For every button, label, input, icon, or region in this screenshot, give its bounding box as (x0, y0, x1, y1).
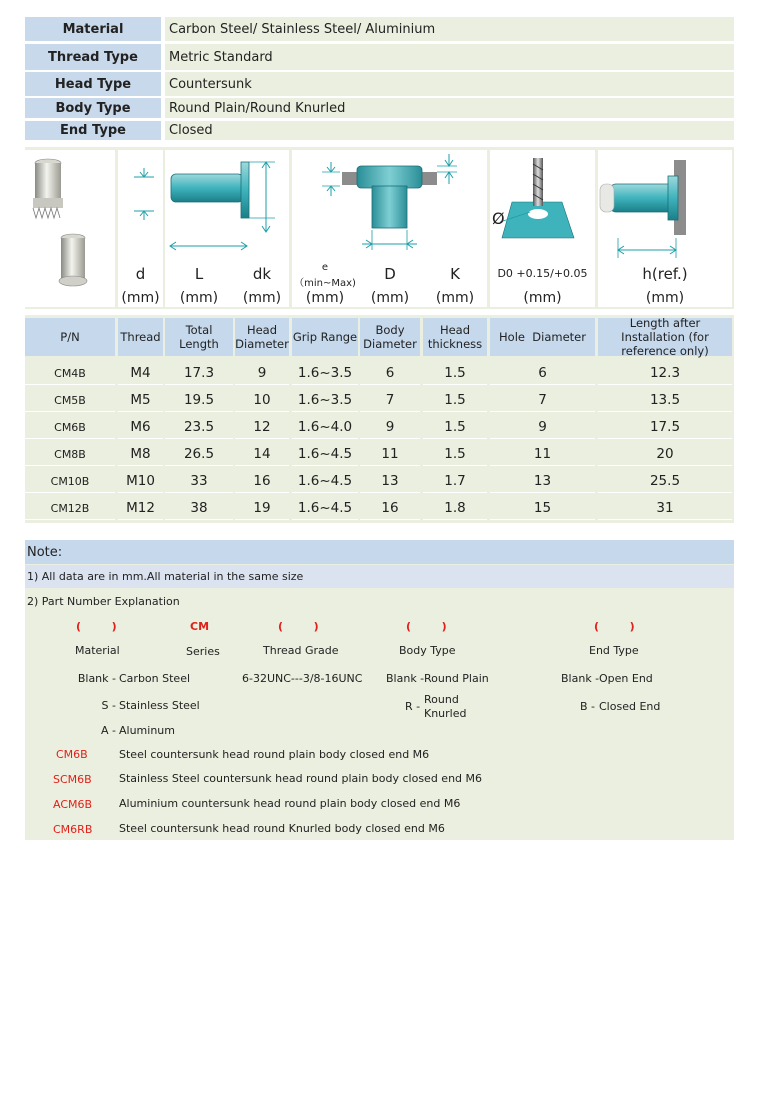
cell-body-diameter: 11 (360, 443, 420, 466)
spec-value: Metric Standard (165, 44, 734, 70)
material-text: Stainless Steel (119, 699, 200, 712)
cell-head-thickness: 1.5 (423, 416, 487, 439)
heading-material: Material (75, 644, 120, 657)
cell-head-diameter: 10 (235, 389, 289, 412)
cell-thread: M6 (118, 416, 163, 439)
spec-value: Round Plain/Round Knurled (165, 98, 734, 118)
spec-value: Closed (165, 121, 734, 140)
cell-body-diameter: 13 (360, 470, 420, 493)
note-line-1: 1) All data are in mm.All material in the same size (25, 565, 734, 588)
cell-head-thickness: 1.5 (423, 362, 487, 385)
unit-K: (mm) (435, 290, 475, 306)
cell-hole-diameter: 13 (490, 470, 595, 493)
cell-hole-diameter: 15 (490, 497, 595, 520)
cell-total-length: 17.3 (165, 362, 233, 385)
diagram-height-ref (598, 150, 732, 307)
header-total-length: Total Length (165, 318, 233, 356)
spec-label: End Type (25, 121, 161, 140)
symbol-K: K (450, 265, 460, 283)
spec-label: Material (25, 17, 161, 41)
cell-pn: CM10B (25, 470, 115, 493)
cell-length-after-installation: 12.3 (598, 362, 732, 385)
cell-head-thickness: 1.5 (423, 389, 487, 412)
body-text-line1: Round (424, 693, 459, 706)
material-code: Blank - (77, 672, 116, 685)
symbol-d: d (135, 265, 146, 283)
body-text-line2: Knurled (424, 707, 467, 720)
example-pn: CM6RB (53, 823, 93, 836)
cell-pn: CM5B (25, 389, 115, 412)
cell-grip-range: 1.6~3.5 (292, 389, 358, 412)
cell-head-thickness: 1.7 (423, 470, 487, 493)
cell-grip-range: 1.6~3.5 (292, 362, 358, 385)
unit-h: (mm) (645, 290, 685, 306)
spec-row-end-type (25, 121, 734, 140)
code-material-slot: ( ) (76, 620, 117, 633)
cell-body-diameter: 9 (360, 416, 420, 439)
diagram-d (118, 150, 163, 307)
example-pn: SCM6B (53, 773, 92, 786)
cell-total-length: 26.5 (165, 443, 233, 466)
material-text: Carbon Steel (119, 672, 191, 685)
symbol-L: L (194, 265, 204, 283)
code-series: CM (190, 620, 210, 633)
cell-thread: M8 (118, 443, 163, 466)
unit-d: (mm) (121, 290, 160, 306)
code-end-slot: ( ) (594, 620, 635, 633)
body-code: Blank - (386, 672, 425, 685)
end-code: Blank - (561, 672, 600, 685)
product-photo (25, 150, 115, 307)
cell-head-diameter: 16 (235, 470, 289, 493)
cell-thread: M10 (118, 470, 163, 493)
cell-body-diameter: 16 (360, 497, 420, 520)
cell-length-after-installation: 20 (598, 443, 732, 466)
diagram-length-side-view (165, 150, 289, 307)
code-thread-slot: ( ) (278, 620, 319, 633)
cell-length-after-installation: 25.5 (598, 470, 732, 493)
cell-pn: CM12B (25, 497, 115, 520)
spec-label: Head Type (25, 72, 161, 96)
body-text: Round Plain (424, 672, 489, 685)
material-code: S - (101, 699, 116, 712)
unit-e: (mm) (305, 290, 345, 306)
header-head-thickness: Head thickness (423, 318, 487, 356)
cell-thread: M5 (118, 389, 163, 412)
heading-end-type: End Type (589, 644, 639, 657)
cell-pn: CM4B (25, 362, 115, 385)
note-title: Note: (25, 540, 734, 564)
header-body-diameter: Body Diameter (360, 318, 420, 356)
body-code: R - (405, 700, 421, 713)
cell-body-diameter: 6 (360, 362, 420, 385)
cell-head-diameter: 12 (235, 416, 289, 439)
cell-total-length: 23.5 (165, 416, 233, 439)
header-hole-diameter: Hole Diameter (490, 318, 595, 356)
header-thread: Thread (118, 318, 163, 356)
symbol-e: e (321, 262, 329, 273)
cell-hole-diameter: 6 (490, 362, 595, 385)
thread-range: 6-32UNC---3/8-16UNC (242, 672, 363, 685)
end-text: Open End (599, 672, 653, 685)
material-code: A - (101, 724, 116, 737)
spec-value: Carbon Steel/ Stainless Steel/ Aluminium (165, 17, 734, 41)
note-line-2: 2) Part Number Explanation (27, 595, 180, 608)
spec-value: Countersunk (165, 72, 734, 96)
heading-body-type: Body Type (399, 644, 456, 657)
cell-grip-range: 1.6~4.5 (292, 443, 358, 466)
end-code: B - (580, 700, 596, 713)
unit-D0: (mm) (523, 290, 562, 306)
symbol-D: D (384, 265, 396, 283)
header-length-after-installation: Length after Installation (for reference only) (598, 318, 732, 356)
cell-length-after-installation: 31 (598, 497, 732, 520)
example-desc: Stainless Steel countersunk head round plain body closed end M6 (119, 772, 483, 785)
cell-grip-range: 1.6~4.5 (292, 470, 358, 493)
symbol-h: h(ref.) (642, 265, 688, 283)
cell-thread: M12 (118, 497, 163, 520)
cell-length-after-installation: 13.5 (598, 389, 732, 412)
spec-row-head-type (25, 72, 734, 96)
heading-series: Series (186, 645, 220, 658)
cell-pn: CM8B (25, 443, 115, 466)
cell-total-length: 19.5 (165, 389, 233, 412)
cell-body-diameter: 7 (360, 389, 420, 412)
material-text: Aluminum (119, 724, 175, 737)
cell-head-diameter: 19 (235, 497, 289, 520)
unit-D: (mm) (370, 290, 410, 306)
spec-row-thread-type (25, 44, 734, 70)
end-text: Closed End (599, 700, 661, 713)
example-desc: Steel countersunk head round Knurled body closed end M6 (119, 822, 445, 835)
cell-total-length: 33 (165, 470, 233, 493)
header-pn: P/N (25, 318, 115, 356)
cell-hole-diameter: 7 (490, 389, 595, 412)
example-desc: Aluminium countersunk head round plain body closed end M6 (119, 797, 461, 810)
cell-grip-range: 1.6~4.5 (292, 497, 358, 520)
spec-row-body-type (25, 98, 734, 118)
cell-head-diameter: 9 (235, 362, 289, 385)
symbol-dk: dk (252, 265, 272, 283)
header-grip-range: Grip Range (292, 318, 358, 356)
unit-L: (mm) (179, 290, 219, 306)
spec-label: Thread Type (25, 44, 161, 70)
heading-thread-grade: Thread Grade (263, 644, 339, 657)
cell-pn: CM6B (25, 416, 115, 439)
example-pn: ACM6B (53, 798, 93, 811)
symbol-e-range: （min~Max) (294, 278, 356, 289)
diameter-symbol: Ø (492, 209, 505, 228)
code-body-slot: ( ) (406, 620, 447, 633)
spec-label: Body Type (25, 98, 161, 118)
example-pn: CM6B (56, 748, 88, 761)
cell-head-diameter: 14 (235, 443, 289, 466)
cell-head-thickness: 1.8 (423, 497, 487, 520)
cell-thread: M4 (118, 362, 163, 385)
cell-length-after-installation: 17.5 (598, 416, 732, 439)
header-head-diameter: Head Diameter (235, 318, 289, 356)
cell-total-length: 38 (165, 497, 233, 520)
cell-head-thickness: 1.5 (423, 443, 487, 466)
spec-row-material (25, 17, 734, 41)
example-desc: Steel countersunk head round plain body closed end M6 (119, 748, 430, 761)
symbol-D0: D0 +0.15/+0.05 (497, 267, 588, 280)
unit-dk: (mm) (242, 290, 282, 306)
diagram-hole-drill (490, 150, 595, 307)
cell-grip-range: 1.6~4.0 (292, 416, 358, 439)
cell-hole-diameter: 11 (490, 443, 595, 466)
cell-hole-diameter: 9 (490, 416, 595, 439)
